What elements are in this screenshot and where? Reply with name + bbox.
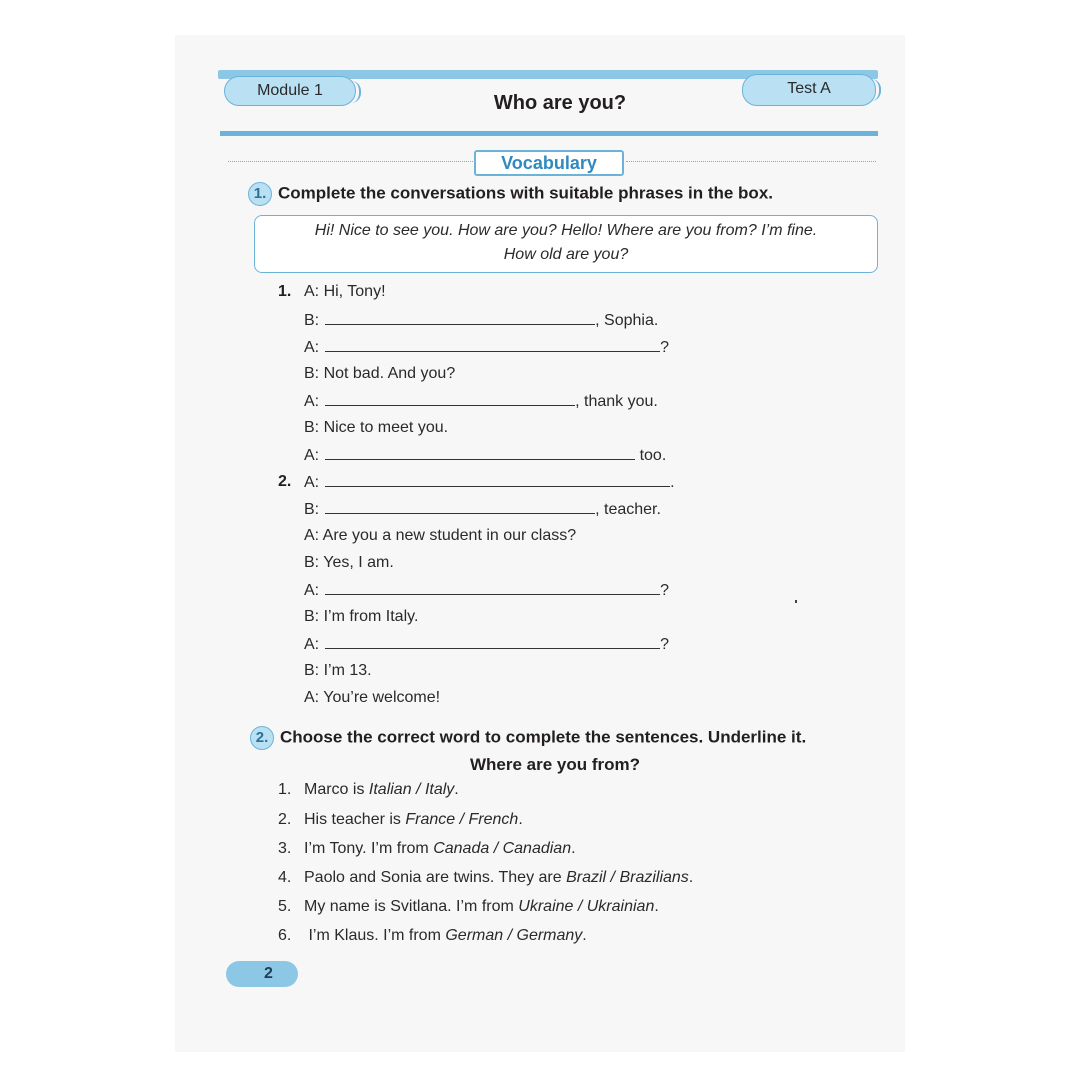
exercise-text: His teacher is bbox=[304, 811, 406, 828]
module-label: Module 1 bbox=[224, 76, 356, 106]
line-suffix: too. bbox=[635, 447, 667, 464]
speaker-label: A: bbox=[304, 447, 320, 464]
speaker-label: A: bbox=[304, 393, 320, 410]
header-rule bbox=[220, 131, 878, 136]
sentence-end: . bbox=[571, 840, 576, 857]
speaker-label: B: bbox=[304, 312, 320, 329]
phrase-box-line-2: How old are you? bbox=[503, 246, 629, 263]
conversation-line: B: Yes, I am. bbox=[304, 554, 394, 571]
section-title: Vocabulary bbox=[474, 150, 624, 176]
conversation-line bbox=[304, 446, 666, 465]
phrase-box bbox=[254, 215, 878, 273]
conversation-number: 1. bbox=[278, 283, 292, 300]
exercise-item bbox=[278, 840, 576, 858]
speaker-label: A: bbox=[304, 636, 320, 653]
answer-options[interactable]: German / Germany bbox=[445, 927, 583, 944]
sentence-end: . bbox=[454, 781, 459, 798]
section-divider-right bbox=[626, 161, 876, 162]
speck bbox=[795, 600, 797, 603]
exercise-text: Marco is bbox=[304, 781, 369, 798]
conversation-line bbox=[304, 311, 658, 330]
page-title: Who are you? bbox=[493, 92, 627, 114]
exercise-number: 3. bbox=[278, 840, 292, 857]
task-1-instruction: Complete the conversations with suitable phrases in the box. bbox=[278, 183, 773, 203]
answer-options[interactable]: Ukraine / Ukrainian bbox=[518, 898, 655, 915]
exercise-item bbox=[278, 927, 587, 945]
exercise-text: My name is Svitlana. I’m from bbox=[304, 898, 519, 915]
conversation-line bbox=[304, 581, 669, 600]
answer-blank[interactable] bbox=[325, 338, 660, 352]
answer-blank[interactable] bbox=[325, 581, 660, 595]
exercise-item bbox=[278, 781, 459, 799]
task-number-badge: 1. bbox=[248, 182, 272, 206]
conversation-line: A: Hi, Tony! bbox=[304, 283, 386, 300]
exercise-item bbox=[278, 898, 659, 916]
answer-blank[interactable] bbox=[325, 392, 575, 406]
exercise-number: 4. bbox=[278, 869, 292, 886]
exercise-number: 5. bbox=[278, 898, 292, 915]
exercise-item bbox=[278, 811, 523, 829]
speaker-label: B: bbox=[304, 501, 320, 518]
exercise-text: I’m Klaus. I’m from bbox=[304, 927, 446, 944]
line-suffix: , teacher. bbox=[595, 501, 661, 518]
answer-options[interactable]: France / French bbox=[405, 811, 519, 828]
answer-blank[interactable] bbox=[325, 311, 595, 325]
test-label: Test A bbox=[742, 74, 876, 106]
conversation-line bbox=[304, 338, 669, 357]
line-suffix: . bbox=[670, 474, 675, 491]
exercise-number: 1. bbox=[278, 781, 292, 798]
speaker-label: A: bbox=[304, 339, 320, 356]
exercise-number: 2. bbox=[278, 811, 292, 828]
conversation-line bbox=[304, 500, 661, 519]
speaker-label: A: bbox=[304, 582, 320, 599]
conversation-line: A: Are you a new student in our class? bbox=[304, 527, 577, 544]
conversation-line: A: You’re welcome! bbox=[304, 689, 441, 706]
speaker-label: A: bbox=[304, 474, 320, 491]
conversation-number: 2. bbox=[278, 473, 292, 490]
sentence-end: . bbox=[518, 811, 523, 828]
exercise-number: 6. bbox=[278, 927, 292, 944]
task-2-instruction: Choose the correct word to complete the sentences. Underline it. bbox=[280, 727, 807, 747]
conversation-line: B: Not bad. And you? bbox=[304, 365, 456, 382]
task-number-badge: 2. bbox=[250, 726, 274, 750]
line-suffix: ? bbox=[660, 582, 670, 599]
line-suffix: , Sophia. bbox=[595, 312, 659, 329]
sentence-end: . bbox=[654, 898, 659, 915]
page-number-badge: 2 bbox=[226, 961, 298, 987]
task-2-subtitle: Where are you from? bbox=[470, 755, 641, 774]
exercise-item bbox=[278, 869, 693, 887]
task-1-heading bbox=[248, 182, 773, 206]
conversation-line: B: Nice to meet you. bbox=[304, 419, 449, 436]
conversation-line bbox=[304, 392, 658, 411]
exercise-text: Paolo and Sonia are twins. They are bbox=[304, 869, 567, 886]
exercise-text: I’m Tony. I’m from bbox=[304, 840, 434, 857]
conversation-line: B: I’m 13. bbox=[304, 662, 372, 679]
answer-options[interactable]: Italian / Italy bbox=[368, 781, 455, 798]
answer-blank[interactable] bbox=[325, 635, 660, 649]
conversation-line bbox=[304, 635, 669, 654]
sentence-end: . bbox=[582, 927, 587, 944]
conversation-line bbox=[304, 473, 675, 492]
answer-options[interactable]: Brazil / Brazilians bbox=[566, 869, 689, 886]
answer-blank[interactable] bbox=[325, 473, 670, 487]
sentence-end: . bbox=[688, 869, 694, 886]
task-2-heading bbox=[250, 726, 806, 750]
line-suffix: ? bbox=[660, 339, 670, 356]
line-suffix: , thank you. bbox=[575, 393, 658, 410]
phrase-box-line-1: Hi! Nice to see you. How are you? Hello! Where are you from? I’m fine. bbox=[314, 222, 818, 239]
answer-blank[interactable] bbox=[325, 500, 595, 514]
answer-blank[interactable] bbox=[325, 446, 635, 460]
section-divider-left bbox=[228, 161, 473, 162]
conversation-line: B: I’m from Italy. bbox=[304, 608, 419, 625]
line-suffix: ? bbox=[660, 636, 670, 653]
answer-options[interactable]: Canada / Canadian bbox=[433, 840, 572, 857]
